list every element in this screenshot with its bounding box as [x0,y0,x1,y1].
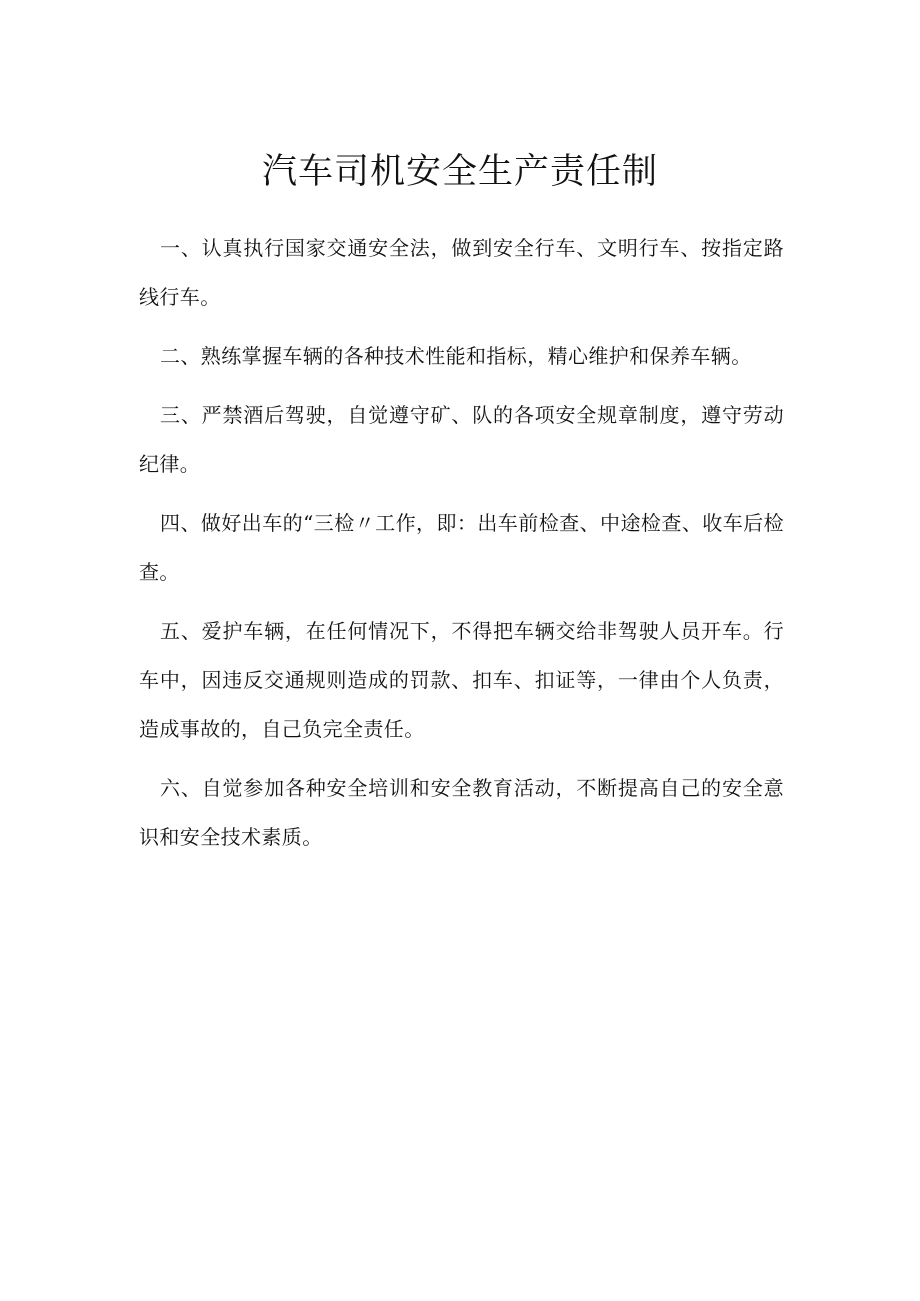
clause-6: 六、自觉参加各种安全培训和安全教育活动，不断提高自己的安全意识和安全技术素质。 [139,776,784,849]
clause-5: 五、爱护车辆，在任何情况下，不得把车辆交给非驾驶人员开车。行车中，因违反交通规则造成的罚款、扣车、扣证等，一律由个人负责，造成事故的，自己负完全责任。 [139,619,784,741]
document-title: 汽车司机安全生产责任制 [261,152,658,192]
document-body [139,224,784,872]
clause-4: 四、做好出车的“三检〃工作，即：出车前检查、中途检查、收车后检查。 [139,511,784,584]
clause-3: 三、严禁酒后驾驶，自觉遵守矿、队的各项安全规章制度，遵守劳动纪律。 [139,403,784,476]
clause-1: 一、认真执行国家交通安全法，做到安全行车、文明行车、按指定路线行车。 [139,236,784,309]
clause-2: 二、熟练掌握车辆的各种技术性能和指标，精心维护和保养车辆。 [160,344,752,368]
